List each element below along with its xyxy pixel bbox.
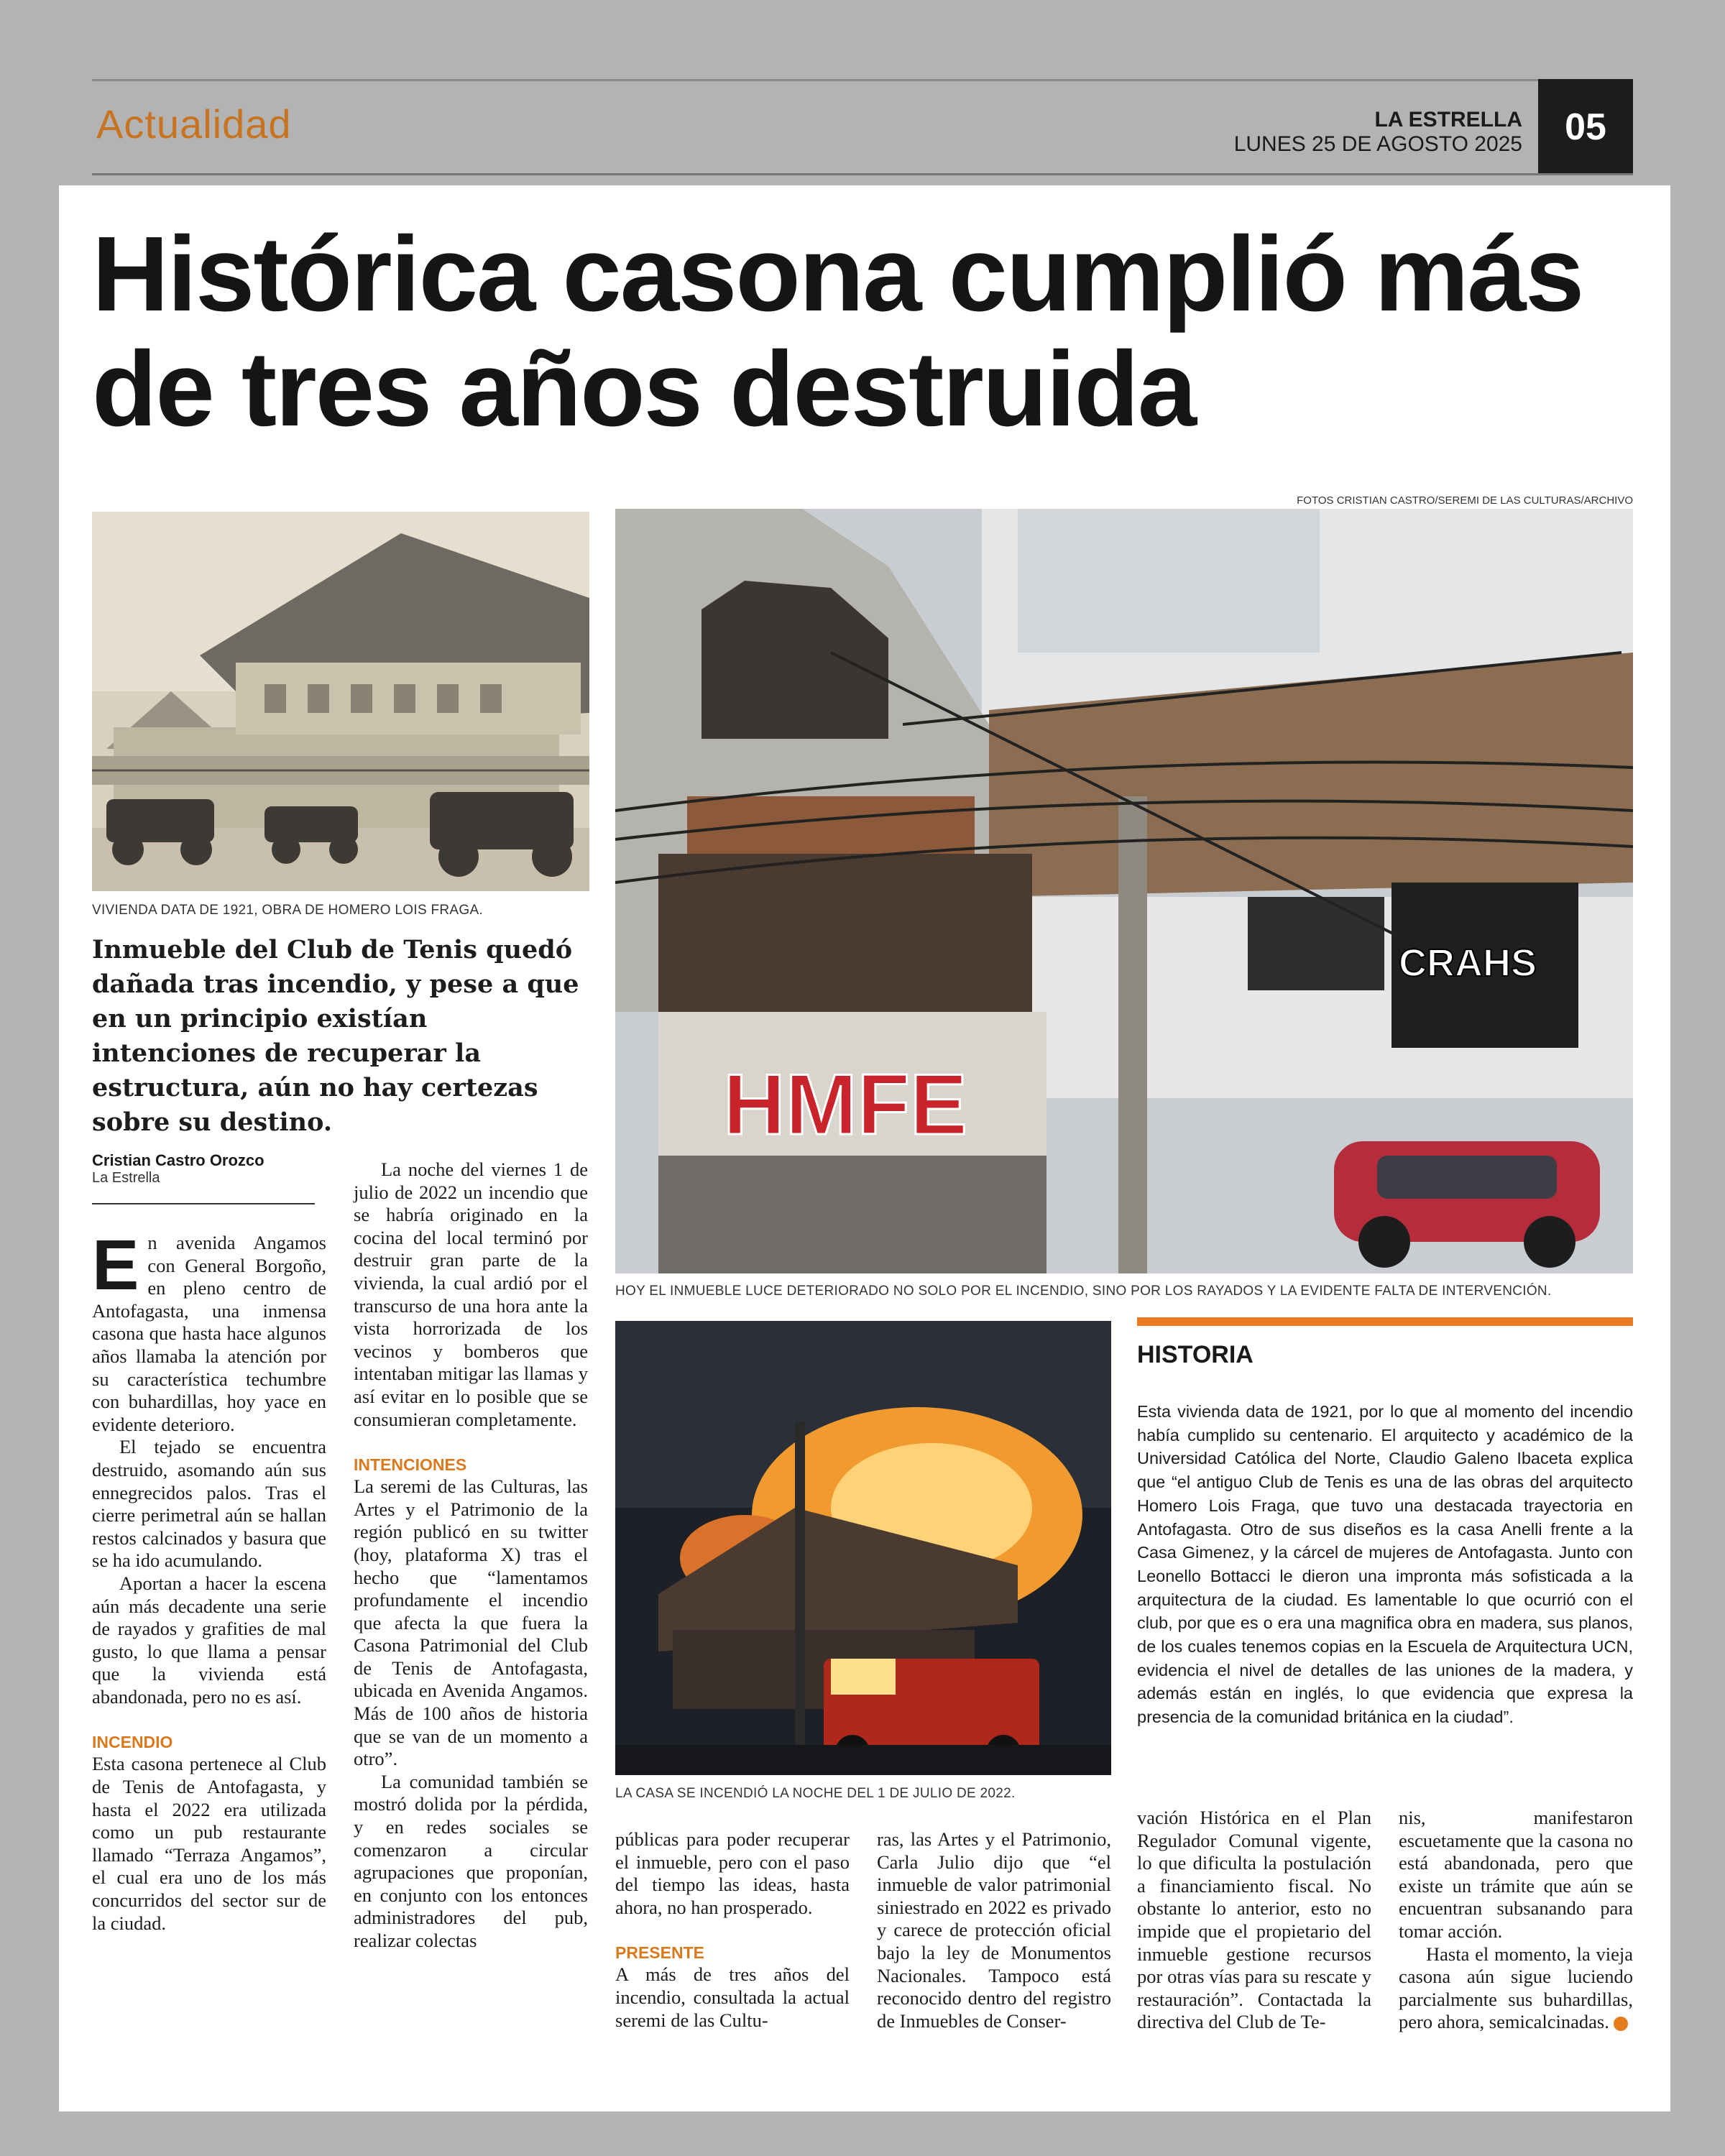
shop-sign-text: CRAHS xyxy=(1399,941,1537,985)
byline-rule xyxy=(92,1203,315,1204)
page-number: 05 xyxy=(1538,79,1633,175)
caption-main: HOY EL INMUEBLE LUCE DETERIORADO NO SOLO POR EL INCENDIO, SINO POR LOS RAYADOS Y LA EVIDENTE FALTA DE INTERVENCIÓN. xyxy=(615,1284,1552,1299)
graffiti-text: HMFE xyxy=(723,1056,967,1153)
paragraph xyxy=(1399,1943,1648,2034)
paragraph-text: n avenida Angamos con General Borgoño, en pleno centro de Antofagasta, una inmensa casona que hasta hace algunos años llamaba la atención por su característica techumbre con buhardillas, hoy yace en evidente deterioro. xyxy=(92,1232,326,1435)
paragraph xyxy=(92,1225,326,1436)
headline: Histórica casona cumplió más de tres años destruida xyxy=(92,215,1583,448)
paragraph: nis, manifestaron escuetamente que la casona no está abandonada, pero que existe un trámite que aún se encuentran subsanando para tomar acción. xyxy=(1399,1807,1633,1942)
paragraph: La comunidad también se mostró dolida por la pérdida, y en redes sociales se comenzaron a circular agrupaciones que proponían, en conjunto con los entonces administradores del pub, realizar colectas xyxy=(354,1770,588,1951)
end-mark-icon: + xyxy=(1614,2017,1628,2031)
sidebar-title: HISTORIA xyxy=(1137,1341,1254,1368)
section-label: Actualidad xyxy=(96,101,292,147)
fire-photo xyxy=(615,1321,1111,1775)
sidebar-text: Esta vivienda data de 1921, por lo que al momento del incendio había cumplido su centenario. El arquitecto y académico de la Universidad Católica del Norte, Claudio Galeno Ibaceta explica que “el antiguo Club de Tenis es una de las obras del arquitecto Homero Lois Fraga, que tuvo una destacada trayectoria en Antofagasta. Otro de sus diseños es la casa Anelli frente a la Casa Gimenez, y la cárcel de mujeres de Antofagasta. Junto con Leonello Bottacci le dieron una impronta más sofisticada a la arquitectura de la ciudad. Es lamentable lo que ocurrió con el club, por que es o era una magnifica obra en madera, sus planos, de los cuales tenemos copias en la Escuela de Arquitectura UCN, evidencia el nivel de detalles de las uniones de la madera, y además están en inglés, lo que evidencia que expresa la presencia de la comunidad británica en la ciudad”. xyxy=(1137,1402,1633,1727)
sidebar-rule xyxy=(1137,1317,1633,1326)
paragraph: A más de tres años del incendio, consultada la actual seremi de las Cultu- xyxy=(615,1963,850,2031)
historic-photo xyxy=(92,512,589,891)
dropcap: E xyxy=(92,1225,139,1304)
byline xyxy=(92,1151,264,1187)
body-column-6 xyxy=(1399,1807,1648,2034)
paragraph: ras, las Artes y el Patrimonio, Carla Julio dijo que “el inmueble de valor patrimonial siniestrado en 2022 es privado y carece de protección oficial bajo la ley de Monumentos Nacionales. Tampoco está reconocido dentro del registro de Inmuebles de Conser- xyxy=(877,1828,1111,2032)
subhead-intenciones: INTENCIONES xyxy=(354,1455,467,1475)
main-photo xyxy=(615,509,1633,1273)
paragraph: públicas para poder recuperar el inmueble, pero con el paso del tiempo las ideas, hasta ahora, no han prosperado. xyxy=(615,1828,850,1918)
paragraph: vación Histórica en el Plan Regulador Comunal vigente, lo que dificulta la postulación a financiamiento fiscal. No obstante lo anterior, esto no impide que el propietario del inmueble gestione recursos por otras vías para su rescate y restauración”. Contactada la directiva del Club de Te- xyxy=(1137,1807,1371,2033)
caption-historic: VIVIENDA DATA DE 1921, OBRA DE HOMERO LOIS FRAGA. xyxy=(92,903,484,918)
paragraph: La noche del viernes 1 de julio de 2022 un incendio que se habría originado en la cocina del local terminó por destruir gran parte de la vivienda, la cual ardió por el transcurso de una hora ante la vista horrorizada de los vecinos y bomberos que intentaban mitigar las llamas y así evitar en lo posible que se consumieran completamente. xyxy=(354,1158,588,1430)
paragraph: La seremi de las Culturas, las Artes y el Patrimonio de la región publicó en su twitter (hoy, plataforma X) tras el hecho que “lamentamos profundamente el incendio que afecta la que fuera la Casona Patrimonial del Club de Tenis de Antofagasta, ubicada en Avenida Angamos. Más de 100 años de historia que se van de un momento a otro”. xyxy=(354,1475,588,1770)
byline-name: Cristian Castro Orozco xyxy=(92,1151,264,1169)
paragraph: Esta casona pertenece al Club de Tenis de Antofagasta, y hasta el 2022 era utilizada como un pub restaurante llamado “Terraza Angamos”, el cual era uno de los más concurridos del sector sur de la ciudad. xyxy=(92,1753,326,1934)
paper-name: LA ESTRELLA xyxy=(1374,108,1522,132)
byline-org: La Estrella xyxy=(92,1170,160,1186)
header-bottom-rule xyxy=(92,173,1633,175)
caption-fire: LA CASA SE INCENDIÓ LA NOCHE DEL 1 DE JULIO DE 2022. xyxy=(615,1786,1016,1801)
body-column-4 xyxy=(877,1828,1111,2032)
issue-date: LUNES 25 DE AGOSTO 2025 xyxy=(1233,132,1522,156)
paragraph-text: Hasta el momento, la vieja casona aún sigue luciendo parcialmente sus buhardillas, pero ahora, semicalcinadas. xyxy=(1399,1943,1633,2033)
paragraph: El tejado se encuentra destruido, asomando aún sus ennegrecidos palos. Tras el cierre perimetral aún se hallan restos calcinados y basura que se ha ido acumulando. xyxy=(92,1436,326,1572)
paragraph: Aportan a hacer la escena aún más decadente una serie de rayados y grafities de mal gusto, lo que llama a pensar que la vivienda está abandonada, pero no es así. xyxy=(92,1572,326,1708)
header-top-rule xyxy=(92,79,1633,81)
photo-credit: FOTOS CRISTIAN CASTRO/SEREMI DE LAS CULTURAS/ARCHIVO xyxy=(1297,494,1633,507)
subhead-incendio: INCENDIO xyxy=(92,1733,173,1752)
masthead xyxy=(1234,108,1522,157)
body-column-5 xyxy=(1137,1807,1371,2034)
deck: Inmueble del Club de Tenis quedó dañada tras incendio, y pese a que en un principio existían intenciones de recuperar la estructura, aún no hay certezas sobre su destino. xyxy=(92,935,579,1137)
body-column-3 xyxy=(615,1828,850,2032)
subhead-presente: PRESENTE xyxy=(615,1943,704,1963)
body-column-1 xyxy=(92,1225,326,1935)
body-column-2 xyxy=(354,1158,588,1953)
